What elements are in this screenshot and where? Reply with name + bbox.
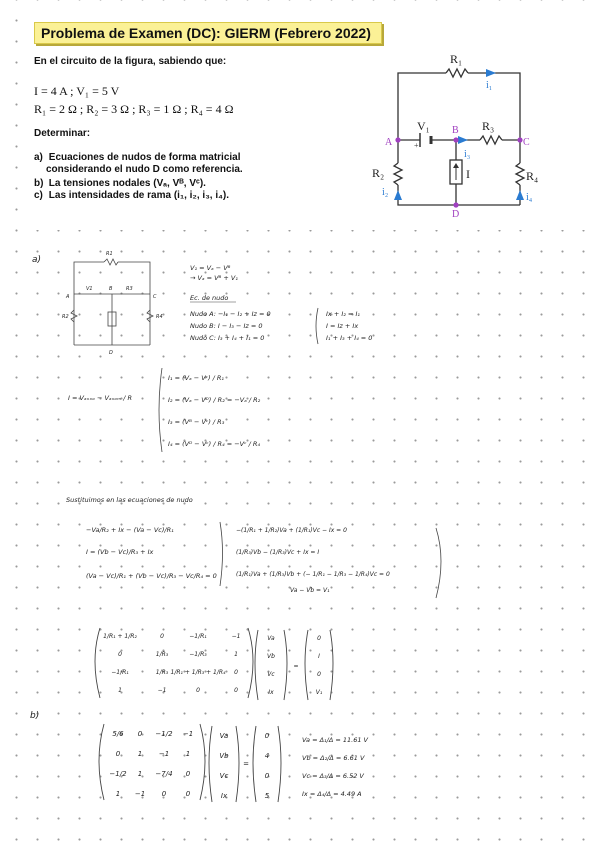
- label-r3: R₃: [482, 119, 495, 133]
- result-vc: Vc = Δ₃/Δ = 6.52 V: [302, 772, 364, 780]
- ec-nudo-title: Ec. de nudo: [190, 294, 229, 302]
- svg-text:0: 0: [185, 770, 191, 778]
- label-r4: R₄: [526, 169, 539, 183]
- node-c-eq-2: I₁ + I₃ + I₄ = 0: [326, 334, 373, 342]
- determine-label: Determinar:: [34, 128, 91, 139]
- sub-eq-1: −Va/R₂ + Ix − (Va − Vc)/R₁: [86, 526, 174, 534]
- battery-plus-sign: +: [414, 141, 419, 150]
- sub-res-2: (1/R₃)Vb − (1/R₃)Vc + Ix = I: [236, 549, 320, 556]
- task-a: a) Ecuaciones de nudos de forma matricial considerando el nudo D como referencia.: [34, 152, 243, 175]
- label-i4: i₄: [526, 192, 533, 203]
- part-a-label: a): [32, 255, 42, 265]
- svg-text:B: B: [109, 286, 113, 292]
- condition-1: V₁ = Vₐ − Vᴮ: [190, 264, 231, 272]
- svg-text:1: 1: [118, 687, 122, 694]
- svg-text:1: 1: [137, 750, 143, 758]
- label-r2: R₂: [372, 166, 385, 180]
- given-values-1: I = 4 A ; V₁ = 5 V: [34, 84, 120, 98]
- svg-text:−1/2: −1/2: [109, 770, 127, 778]
- svg-text:R1: R1: [106, 251, 113, 257]
- svg-text:−1: −1: [158, 750, 170, 758]
- svg-text:V₁: V₁: [315, 689, 323, 696]
- svg-text:1/R₃: 1/R₃: [155, 651, 169, 658]
- svg-text:Vb: Vb: [267, 653, 275, 660]
- matrix-a: [95, 628, 333, 700]
- svg-text:1/R₁ + 1/R₂: 1/R₁ + 1/R₂: [103, 633, 137, 640]
- svg-text:R4: R4: [156, 314, 163, 320]
- svg-text:D: D: [109, 350, 113, 356]
- svg-text:4: 4: [264, 752, 270, 760]
- svg-text:Va: Va: [219, 732, 229, 740]
- node-eq-brace: [316, 308, 318, 344]
- substitute-heading: Sustituimos en las ecuaciones de nudo: [66, 496, 193, 504]
- sub-res-3: (1/R₁)Va + (1/R₃)Vb + (− 1/R₁ − 1/R₃ − 1/R₄)Vc = 0: [236, 571, 390, 578]
- svg-text:0: 0: [234, 669, 238, 676]
- svg-text:1/R₃: 1/R₃: [155, 669, 169, 676]
- svg-text:0: 0: [234, 687, 238, 694]
- svg-text:0: 0: [264, 772, 270, 780]
- matrix-b: [99, 724, 281, 802]
- svg-text:−1: −1: [231, 633, 241, 640]
- svg-text:I: I: [318, 653, 320, 660]
- ohm-label: I = Vₐₓₓₒ − Vₐₓₒₘ / R: [68, 394, 132, 402]
- svg-text:0: 0: [317, 635, 321, 642]
- label-node-c: C: [523, 137, 530, 148]
- svg-text:0: 0: [264, 732, 270, 740]
- svg-text:−1: −1: [157, 687, 167, 694]
- sub-brace-left: [220, 522, 223, 586]
- svg-text:−1/R₁: −1/R₁: [111, 669, 129, 676]
- sub-res-4: Va − Vb = V₁: [290, 587, 330, 594]
- svg-text:1/R₁ + 1/R₃ + 1/R₄: 1/R₁ + 1/R₃ + 1/R₄: [170, 669, 226, 676]
- svg-text:5/6: 5/6: [112, 730, 124, 738]
- result-vb: Vb = Δ₂/Δ = 6.61 V: [302, 754, 365, 762]
- task-c: c) Las intensidades de rama (i₁, i₂, i₃, i₄).: [34, 190, 230, 201]
- intro-text: En el circuito de la figura, sabiendo que:: [34, 56, 227, 67]
- label-i2: i₂: [382, 187, 389, 198]
- node-a-eq: Nudo A: −I₁ − I₂ + Iz = 0: [190, 310, 271, 318]
- svg-text:−7/4: −7/4: [155, 770, 173, 778]
- label-source-i: I: [466, 167, 470, 181]
- nodal-voltage-results: [302, 736, 369, 798]
- svg-text:0: 0: [118, 651, 122, 658]
- result-va: Va = Δ₁/Δ = 11.61 V: [302, 736, 368, 744]
- svg-text:0: 0: [317, 671, 321, 678]
- svg-text:Va: Va: [267, 635, 275, 642]
- result-ix: Ix = Δ₄/Δ = 4.49 A: [302, 790, 362, 798]
- svg-text:−1: −1: [134, 790, 146, 798]
- node-equations: [190, 264, 372, 342]
- substituted-equations: [86, 526, 217, 580]
- svg-text:0: 0: [115, 750, 121, 758]
- rearranged-equations: [236, 527, 390, 594]
- svg-text:1: 1: [234, 651, 238, 658]
- sub-eq-3: (Va − Vc)/R₁ + (Vb − Vc)/R₃ − Vc/R₄ = 0: [86, 572, 217, 580]
- svg-text:0: 0: [196, 687, 200, 694]
- svg-text:=: =: [243, 760, 249, 768]
- page-title: Problema de Examen (DC): GIERM (Febrero 2022): [34, 22, 382, 44]
- task-b: b) La tensiones nodales (Vₐ, Vᴮ, Vᶜ).: [34, 178, 206, 189]
- label-i1: i₁: [486, 80, 493, 91]
- svg-text:Ix: Ix: [268, 689, 274, 696]
- i4-eq: I₄ = (Vᴰ − Vᶜ) / R₄ = −Vᶜ / R₄: [168, 440, 260, 448]
- svg-text:1: 1: [185, 750, 191, 758]
- i2-eq: I₂ = (Vₐ − Vᴰ) / R₂ = −Vₐ / R₂: [168, 396, 261, 404]
- node-b-eq-2: I = Iz + Ix: [326, 322, 359, 330]
- svg-text:0: 0: [185, 790, 191, 798]
- svg-text:V1: V1: [86, 286, 93, 292]
- svg-text:−1/2: −1/2: [155, 730, 173, 738]
- svg-text:R3: R3: [126, 286, 133, 292]
- svg-text:Vc: Vc: [267, 671, 275, 678]
- node-c-eq: Nudo C: I₃ + I₄ + I₁ = 0: [190, 334, 265, 342]
- label-node-b: B: [452, 125, 459, 136]
- svg-text:−1/R₁: −1/R₁: [189, 633, 207, 640]
- svg-text:−1/R₃: −1/R₃: [189, 651, 207, 658]
- given-values-2: R₁ = 2 Ω ; R₂ = 3 Ω ; R₃ = 1 Ω ; R₄ = 4 Ω: [34, 102, 234, 116]
- svg-text:Vb: Vb: [219, 752, 229, 760]
- label-node-d: D: [452, 209, 460, 220]
- label-node-a: A: [385, 137, 393, 148]
- svg-text:A: A: [66, 294, 70, 300]
- svg-text:=: =: [293, 663, 299, 670]
- svg-text:−1: −1: [182, 730, 194, 738]
- node-a-eq-2: Ix + I₂ = I₁: [326, 310, 360, 318]
- ohm-brace: [159, 368, 162, 452]
- sub-brace-right: [436, 528, 441, 598]
- sub-res-1: −(1/R₁ + 1/R₂)Va + (1/R₁)Vc − Ix = 0: [236, 527, 347, 534]
- svg-text:0: 0: [137, 730, 143, 738]
- node-b-eq: Nudo B: I − I₃ − Iz = 0: [190, 322, 263, 330]
- label-v1: V₁: [417, 119, 430, 133]
- label-i3: i₃: [464, 149, 471, 160]
- condition-2: → Vₐ = Vᴮ + V₁: [190, 274, 238, 282]
- sketch-circuit: [71, 259, 153, 345]
- i1-eq: I₁ = (Vₐ − Vᶜ) / R₁: [168, 374, 225, 382]
- i3-eq: I₃ = (Vᴮ − Vᶜ) / R₃: [168, 418, 225, 426]
- svg-text:C: C: [153, 294, 157, 300]
- sub-eq-2: I = (Vb − Vc)/R₃ + Ix: [86, 548, 154, 556]
- part-b-label: b): [30, 711, 40, 721]
- svg-text:1: 1: [115, 790, 121, 798]
- svg-text:R2: R2: [62, 314, 69, 320]
- svg-text:1: 1: [137, 770, 143, 778]
- label-r1: R₁: [450, 52, 463, 66]
- ohm-equations: [68, 374, 261, 448]
- svg-text:Ix: Ix: [220, 792, 228, 800]
- svg-text:0: 0: [161, 790, 167, 798]
- svg-text:0: 0: [160, 633, 164, 640]
- svg-text:5: 5: [264, 792, 270, 800]
- svg-text:Vc: Vc: [219, 772, 229, 780]
